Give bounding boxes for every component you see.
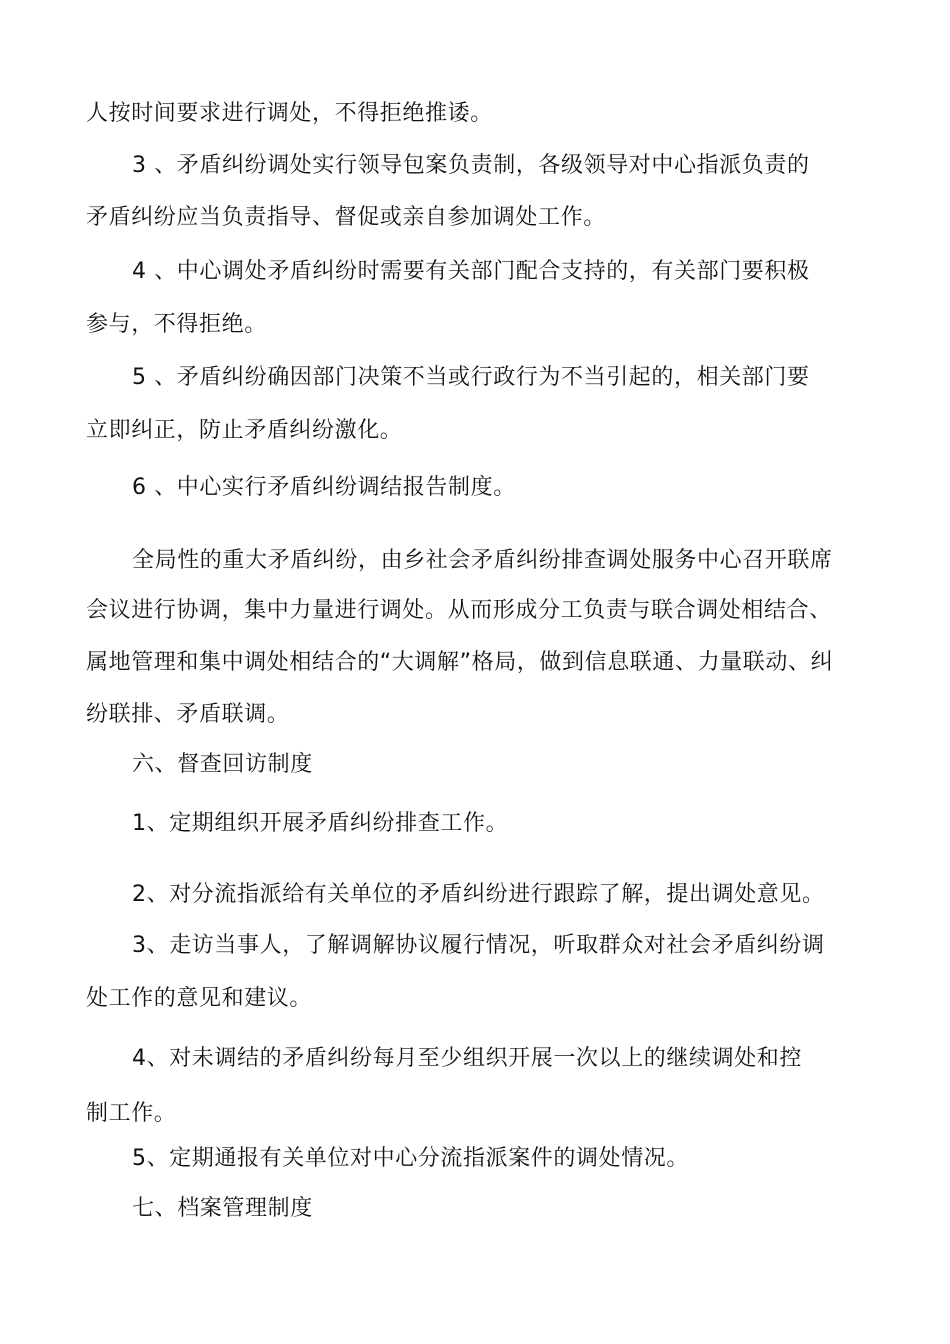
text-line: 矛盾纠纷应当负责指导、督促或亲自参加调处工作。: [86, 205, 606, 230]
text-line: 3 、矛盾纠纷调处实行领导包案负责制，各级领导对中心指派负责的: [132, 153, 810, 178]
text-line: 参与，不得拒绝。: [86, 312, 267, 337]
text-line: 5 、矛盾纠纷确因部门决策不当或行政行为不当引起的，相关部门要: [132, 365, 810, 390]
text-line: 处工作的意见和建议。: [86, 986, 313, 1011]
text-line: 制工作。: [86, 1101, 177, 1126]
text-line: 2、对分流指派给有关单位的矛盾纠纷进行跟踪了解，提出调处意见。: [132, 882, 825, 907]
section-heading: 六、督查回访制度: [132, 752, 313, 777]
text-line: 5、定期通报有关单位对中心分流指派案件的调处情况。: [132, 1146, 689, 1171]
text-line: 1、定期组织开展矛盾纠纷排查工作。: [132, 811, 509, 836]
text-line: 4 、中心调处矛盾纠纷时需要有关部门配合支持的，有关部门要积极: [132, 259, 810, 284]
text-line: 6 、中心实行矛盾纠纷调结报告制度。: [132, 475, 516, 500]
text-line: 3、走访当事人，了解调解协议履行情况，听取群众对社会矛盾纠纷调: [132, 933, 825, 958]
text-line: 纷联排、矛盾联调。: [86, 702, 290, 727]
text-line: 4、对未调结的矛盾纠纷每月至少组织开展一次以上的继续调处和控: [132, 1046, 802, 1071]
text-line: 人按时间要求进行调处，不得拒绝推诿。: [86, 101, 493, 126]
text-line: 会议进行协调，集中力量进行调处。从而形成分工负责与联合调处相结合、: [86, 598, 832, 623]
text-line: 属地管理和集中调处相结合的“大调解”格局，做到信息联通、力量联动、纠: [86, 650, 834, 675]
text-line: 全局性的重大矛盾纠纷，由乡社会矛盾纠纷排查调处服务中心召开联席: [132, 548, 833, 573]
section-heading: 七、档案管理制度: [132, 1196, 313, 1221]
text-line: 立即纠正，防止矛盾纠纷激化。: [86, 418, 403, 443]
